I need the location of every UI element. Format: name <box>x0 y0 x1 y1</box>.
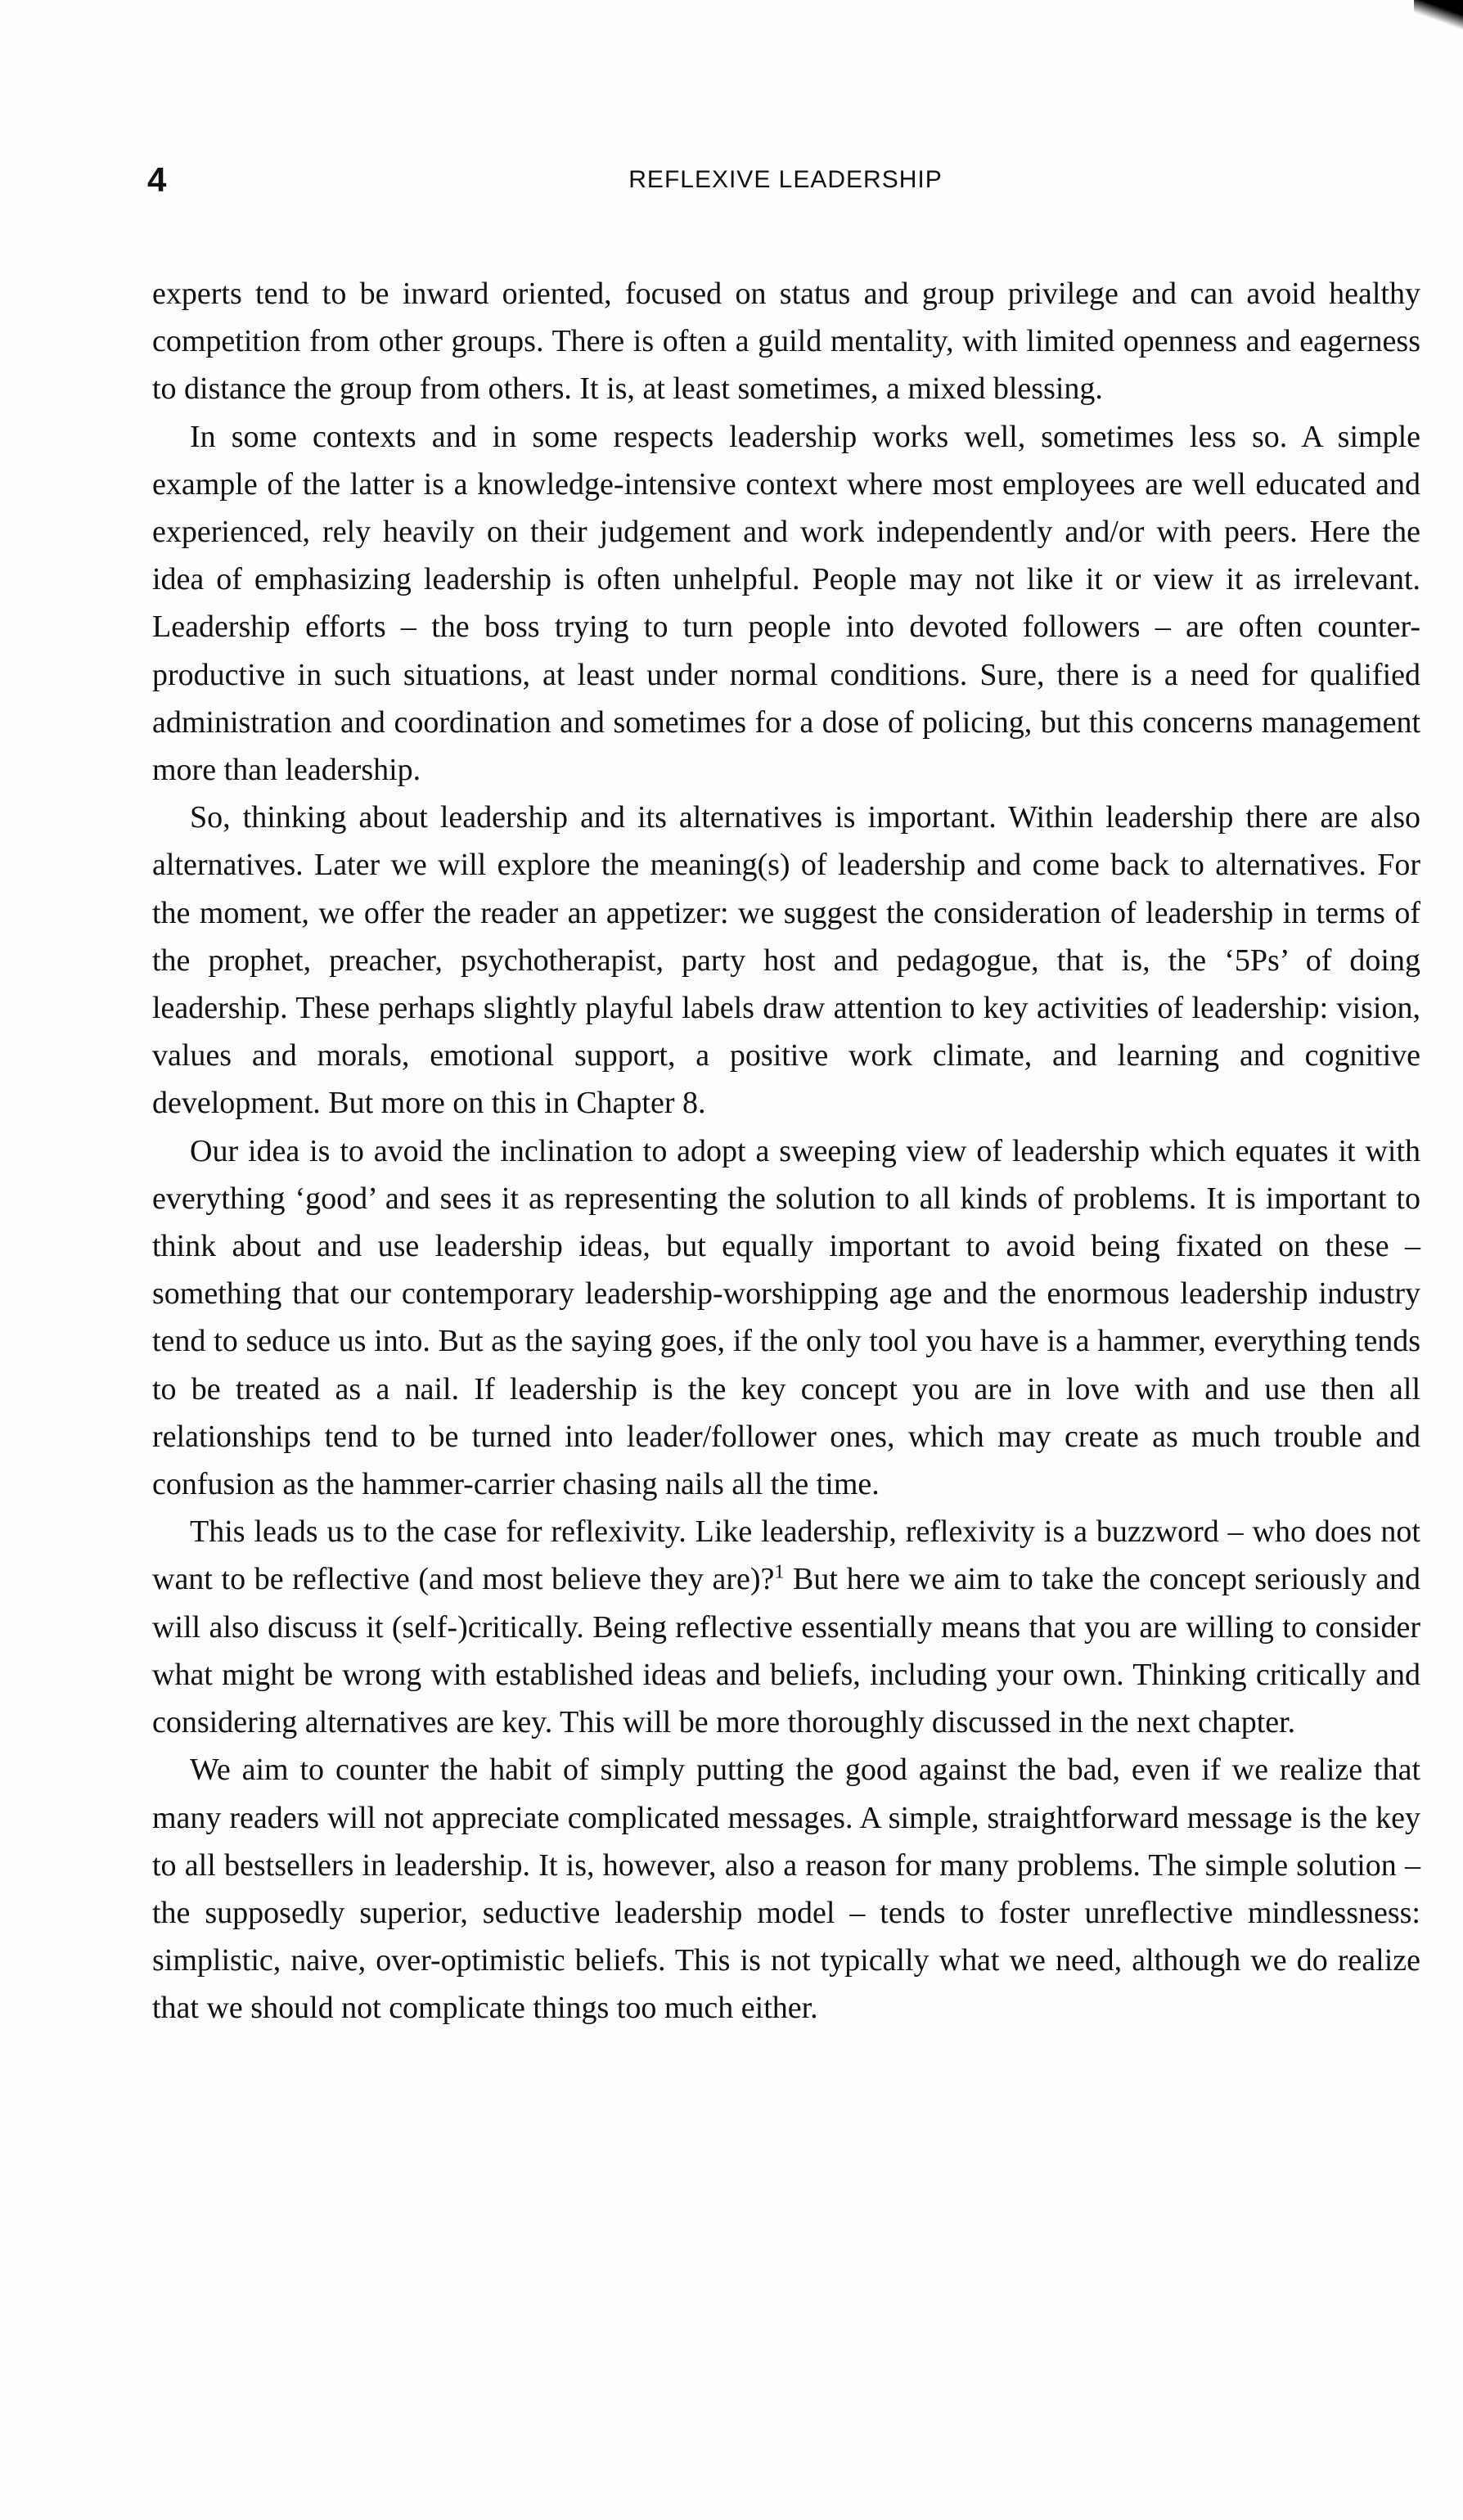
paragraph-6: We aim to counter the habit of simply putting the good against the bad, even if we realize that many readers will not appreciate complicated messages. A simple, straightforward message is the key to all bestsellers in leadership. It is, however, also a reason for many problems. The simple solution – the supposedly superior, seductive leadership model – tends to foster unreflective mindlessness: simplistic, naive, over-optimistic beliefs. This is not typically what we need, although we do realize that we should not complicate things too much either. <box>152 1753 1420 2026</box>
paragraph-2: In some contexts and in some respects leadership works well, sometimes less so. A simple example of the latter is a knowledge-intensive context where most employees are well educated and experienced, rely heavily on their judgement and work independently and/or with peers. Here the idea of emphasizing leadership is often unhelpful. People may not like it or view it as irrelevant. Leadership efforts – the boss trying to turn people into devoted followers – are often counter-productive in such situations, at least under normal conditions. Sure, there is a need for qualified administration and coordination and sometimes for a dose of policing, but this concerns management more than leadership. <box>152 419 1420 788</box>
paragraph-3: So, thinking about leadership and its alternatives is important. Within leadership there are also alternatives. Later we will explore the meaning(s) of leadership and come back to alternatives. For the moment, we offer the reader an appetizer: we suggest the consideration of leadership in terms of the prophet, preacher, psychotherapist, party host and pedagogue, that is, the ‘5Ps’ of doing leadership. These perhaps slightly playful labels draw attention to key activities of leadership: vision, values and morals, emotional support, a positive work climate, and learning and cognitive development. But more on this in Chapter 8. <box>152 800 1420 1121</box>
body-text <box>152 270 1420 2032</box>
page-number: 4 <box>147 160 167 199</box>
paragraph-5 <box>152 1508 1420 1746</box>
running-head: REFLEXIVE LEADERSHIP <box>628 166 943 193</box>
paragraph-4: Our idea is to avoid the inclination to adopt a sweeping view of leadership which equates it with everything ‘good’ and sees it as representing the solution to all kinds of problems. It is important to think about and use leadership ideas, but equally important to avoid being fixated on these – something that our contemporary leadership-worshipping age and the enormous leadership industry tend to seduce us into. But as the saying goes, if the only tool you have is a hammer, everything tends to be treated as a nail. If leadership is the key concept you are in love with and use then all relationships tend to be turned into leader/follower ones, which may create as much trouble and confusion as the hammer-carrier chasing nails all the time. <box>152 1133 1420 1502</box>
scan-corner-shadow <box>1414 0 1463 33</box>
paragraph-5-text-after-note: But here we aim to take the concept seriously and will also discuss it (self-)critically. Being reflective essentially means that you are willing to consider what might be wrong with established ideas and beliefs, including your own. Thinking critically and considering alternatives are key. This will be more thoroughly discussed in the next chapter. <box>152 1562 1420 1740</box>
page-header <box>147 155 1424 205</box>
footnote-marker: 1 <box>774 1561 785 1583</box>
paragraph-1: experts tend to be inward oriented, focused on status and group privilege and can avoid healthy competition from other groups. There is often a guild mentality, with limited openness and eagerness to distance the group from others. It is, at least sometimes, a mixed blessing. <box>152 277 1420 407</box>
paragraph-5-text-before-note: This leads us to the case for reflexivity. Like leadership, reflexivity is a buzzword – who does not want to be reflective (and most believe they are)? <box>152 1514 1420 1597</box>
